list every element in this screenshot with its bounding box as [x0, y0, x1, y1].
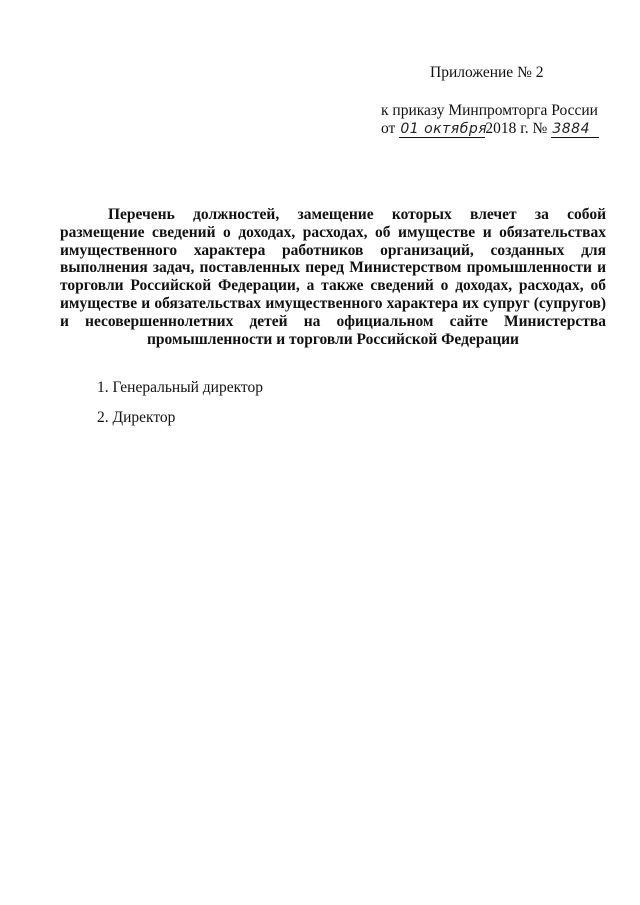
- list-item: 1. Генеральный директор: [97, 379, 263, 396]
- document-title-text: Перечень должностей, замещение которых влечет за собой размещение сведений о доходах, расходах, об имуществе и обязательствах имущественного характера работников организаций, созданных для выполнения задач, поставленных перед Министерством промышленности и торговли Российской Федерации, а также сведений о доходах, расходах, об имуществе и обязательствах имущественного характера их супруг (супругов) и несовершеннолетних детей на официальном сайте Министерства промышленности и торговли Российской Федерации: [60, 206, 606, 348]
- year-text: 2018 г. №: [485, 120, 548, 137]
- date-prefix: от: [381, 120, 396, 137]
- document-title: [60, 206, 606, 348]
- handwritten-order-number: 3884: [551, 121, 599, 138]
- positions-list: [97, 378, 263, 438]
- order-date-line: [381, 120, 599, 138]
- appendix-title: Приложение № 2: [430, 64, 544, 81]
- handwritten-date: 01 октября: [400, 121, 488, 137]
- list-item: 2. Директор: [97, 409, 176, 426]
- order-reference: к приказу Минпромторга России: [381, 102, 598, 119]
